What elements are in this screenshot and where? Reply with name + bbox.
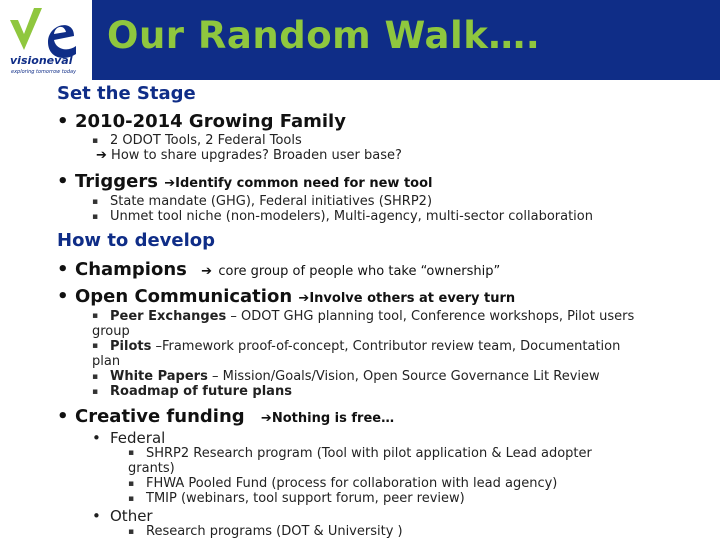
slide-title: Our Random Walk…. bbox=[107, 14, 541, 57]
bullet-creative-funding: • Creative funding ➔Nothing is free… bbox=[57, 406, 395, 427]
logo-wordmark: visioneval bbox=[10, 54, 73, 67]
list-item: ▪ Research programs (DOT & University ) bbox=[128, 524, 403, 539]
list-item: ➔ How to share upgrades? Broaden user base? bbox=[96, 148, 402, 163]
list-item: ▪ FHWA Pooled Fund (process for collaboration with lead agency) bbox=[128, 476, 558, 491]
section-heading-stage: Set the Stage bbox=[57, 83, 196, 104]
visioneval-logo-icon bbox=[8, 2, 90, 78]
bullet-dot: ▪ bbox=[92, 311, 99, 321]
list-item: ▪ 2 ODOT Tools, 2 Federal Tools bbox=[92, 133, 302, 148]
sub-bullet-other: • Other bbox=[92, 507, 153, 525]
bullet-growing-family bbox=[57, 111, 346, 132]
bullet-dot: • bbox=[57, 286, 69, 307]
bullet-dot: ▪ bbox=[92, 135, 99, 146]
list-item: ▪ Pilots –Framework proof-of-concept, Contributor review team, Documentation plan bbox=[92, 339, 621, 369]
list-item: ▪ White Papers – Mission/Goals/Vision, Open Source Governance Lit Review bbox=[92, 369, 600, 384]
slide-header bbox=[0, 0, 720, 80]
visioneval-logo bbox=[8, 2, 90, 78]
bullet-dot: • bbox=[57, 259, 69, 280]
list-item: ▪ State mandate (GHG), Federal initiatives (SHRP2) bbox=[92, 194, 433, 209]
bullet-dot: ▪ bbox=[128, 526, 135, 537]
list-item: ▪ Roadmap of future plans bbox=[92, 384, 292, 399]
bullet-dot: • bbox=[57, 171, 69, 192]
bullet-dot: ▪ bbox=[92, 341, 99, 351]
bullet-dot: • bbox=[57, 111, 69, 132]
bullet-dot: ▪ bbox=[92, 386, 99, 397]
list-item: ▪ TMIP (webinars, tool support forum, peer review) bbox=[128, 491, 465, 506]
arrow-right-icon: ➔ bbox=[298, 291, 310, 306]
triggers-note: Identify common need for new tool bbox=[175, 176, 433, 191]
arrow-right-icon: ➔ bbox=[201, 264, 213, 279]
open-note: Involve others at every turn bbox=[309, 291, 516, 306]
arrow-right-icon: ➔ bbox=[260, 411, 272, 426]
bullet-open-communication: • Open Communication ➔Involve others at every turn bbox=[57, 286, 516, 307]
arrow-right-icon: ➔ bbox=[164, 176, 176, 191]
bullet-triggers: • Triggers ➔Identify common need for new tool bbox=[57, 171, 433, 192]
bullet-dot: • bbox=[57, 406, 69, 427]
logo-tagline: exploring tomorrow today bbox=[11, 69, 77, 75]
bullet-dot: ▪ bbox=[128, 448, 135, 458]
bullet-dot: • bbox=[92, 429, 101, 447]
funding-note: Nothing is free… bbox=[271, 411, 395, 426]
bullet-label: 2010-2014 Growing Family bbox=[75, 111, 346, 132]
bullet-dot: ▪ bbox=[92, 196, 99, 207]
section-heading-develop: How to develop bbox=[57, 230, 216, 251]
bullet-dot: • bbox=[92, 507, 101, 525]
list-item: ▪ SHRP2 Research program (Tool with pilot application & Lead adopter grants) bbox=[128, 446, 592, 476]
bullet-dot: ▪ bbox=[92, 211, 99, 222]
bullet-champions: • Champions ➔ core group of people who take “ownership” bbox=[57, 259, 501, 280]
list-item: ▪ Peer Exchanges – ODOT GHG planning tool, Conference workshops, Pilot users group bbox=[92, 309, 635, 339]
bullet-dot: ▪ bbox=[128, 478, 135, 489]
bullet-dot: ▪ bbox=[128, 493, 135, 504]
list-item: ▪ Unmet tool niche (non-modelers), Multi-agency, multi-sector collaboration bbox=[92, 209, 593, 224]
champions-note: core group of people who take “ownership” bbox=[218, 264, 501, 279]
bullet-dot: ▪ bbox=[92, 371, 99, 382]
arrow-right-icon: ➔ bbox=[96, 148, 107, 163]
sub-bullet-federal: • Federal bbox=[92, 429, 166, 447]
